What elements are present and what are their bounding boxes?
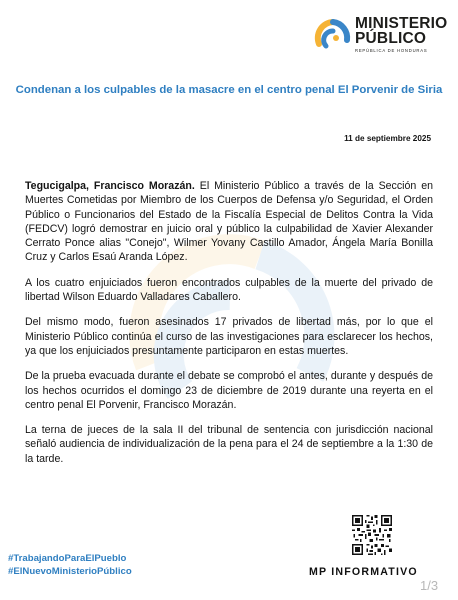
headline: Condenan a los culpables de la masacre en el centro penal El Porvenir de Siria <box>15 84 443 96</box>
mp-informativo-label: MP INFORMATIVO <box>309 566 418 578</box>
paragraph-1 <box>25 179 433 265</box>
paragraph-3: Del mismo modo, fueron asesinados 17 privados de libertad más, por lo que el Ministerio Público continúa el curso de las investigaciones para esclarecer los hechos, ya que los enjuiciados presuntamente participaron en estas muertes. <box>25 316 433 357</box>
ministerio-publico-logo-icon <box>311 14 353 56</box>
page-indicator: 1/3 <box>420 578 439 593</box>
paragraph-5: La terna de jueces de la sala II del tribunal de sentencia con jurisdicción nacional señaló audiencia de individualización de la pena para el 24 de septiembre a la 1:30 de la tarde. <box>25 424 433 465</box>
qr-code-icon <box>352 515 392 555</box>
hashtags <box>8 552 132 578</box>
publication-date: 11 de septiembre 2025 <box>344 134 431 143</box>
logo-line-2: PÚBLICO <box>355 30 427 47</box>
paragraph-4: De la prueba evacuada durante el debate se comprobó el antes, durante y después de los hechos ocurridos el domingo 23 de diciembre de 2019 durante una reyerta en el centro penal El Porvenir, Francisco Morazán. <box>25 370 433 411</box>
paragraph-2: A los cuatro enjuiciados fueron encontrados culpables de la muerte del privado de libertad Wilson Eduardo Valladares Caballero. <box>25 276 433 304</box>
logo-wordmark <box>355 16 447 53</box>
paragraph-1-text: El Ministerio Público a través de la Sección en Muertes Cometidas por Miembro de los Cuerpos de Defensa y/o Seguridad, el Orden Público o Funcionarios del Estado de la Fiscalía Especial de Delitos Contra la Vida (FEDCV) logró demostrar en juicio oral y público la culpabilidad de Xavier Alexander Cerrato Ponce alias "Conejo", Wilmer Yovany Castillo Amador, Ángela María Bonilla Cruz y Carlos Esaú Aranda López. <box>25 180 433 264</box>
hashtag-nuevo-ministerio[interactable]: #ElNuevoMinisterioPúblico <box>8 566 132 577</box>
article-body <box>25 179 433 477</box>
hashtag-trabajando[interactable]: #TrabajandoParaElPueblo <box>8 553 127 564</box>
logo-line-1: MINISTERIO <box>355 15 448 32</box>
dateline: Tegucigalpa, Francisco Morazán. <box>25 180 195 192</box>
logo-line-3: REPÚBLICA DE HONDURAS <box>355 48 428 53</box>
ministerio-publico-logo <box>311 12 451 58</box>
